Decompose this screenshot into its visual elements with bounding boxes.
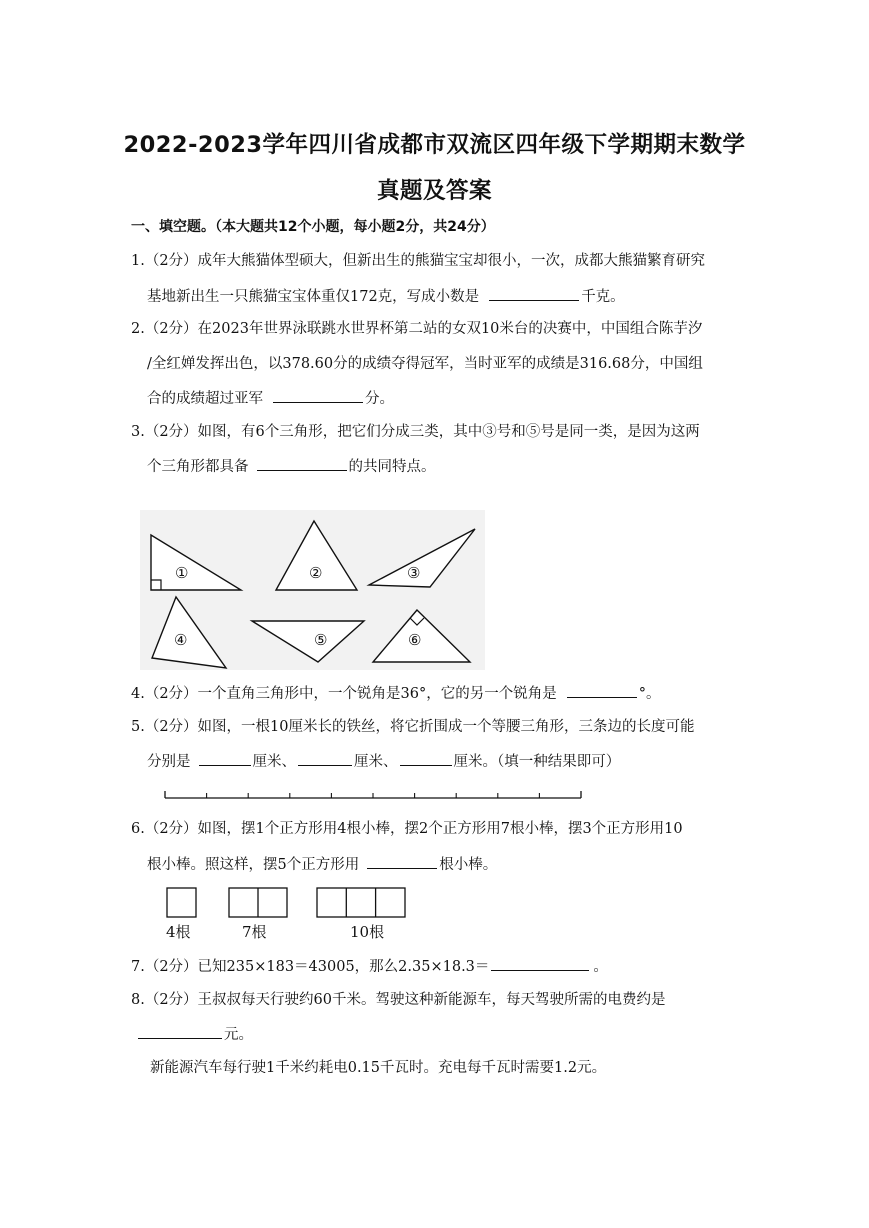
q2-line1: 2.（2分）在2023年世界泳联跳水世界杯第二站的女双10米台的决赛中，中国组合陈芋汐 [131, 321, 703, 337]
q5-unit-1: 厘米、 [252, 754, 296, 770]
q5-line2 [147, 750, 620, 773]
q7-text: 7.（2分）已知235×183＝43005，那么2.35×18.3＝ [131, 959, 490, 975]
q5-line2-text: 分别是 [147, 754, 191, 770]
triangle-label-6: ⑥ [408, 631, 422, 649]
caption-10-sticks: 10根 [350, 923, 385, 941]
triangle-label-4: ④ [174, 631, 188, 649]
q8-line2 [138, 1023, 253, 1046]
stick-squares-figure [160, 884, 420, 924]
q6-line2 [147, 853, 497, 876]
q2-answer-blank[interactable] [273, 387, 363, 403]
q1-unit: 千克。 [581, 289, 625, 305]
caption-4-sticks: 4根 [166, 923, 191, 941]
triangles-figure [140, 510, 485, 670]
q5-line1: 5.（2分）如图，一根10厘米长的铁丝，将它折围成一个等腰三角形，三条边的长度可能 [131, 719, 695, 735]
q6-line2-text: 根小棒。照这样，摆5个正方形用 [147, 857, 360, 873]
page-title-line2: 真题及答案 [376, 178, 492, 204]
q3-line2 [147, 455, 436, 478]
triangle-label-2: ② [309, 564, 323, 582]
square-group-1 [167, 888, 196, 917]
q3-line2-end: 的共同特点。 [348, 459, 436, 475]
q1-line1: 1.（2分）成年大熊猫体型硕大，但新出生的熊猫宝宝却很小，一次，成都大熊猫繁育研究 [131, 253, 706, 269]
wire-ruler-figure [160, 788, 590, 802]
q3-line2-text: 个三角形都具备 [147, 459, 249, 475]
q5-answer-blank-1[interactable] [199, 750, 251, 766]
triangle-label-3: ③ [407, 564, 421, 582]
q3-line1: 3.（2分）如图，有6个三角形，把它们分成三类，其中③号和⑤号是同一类，是因为这两 [131, 424, 700, 440]
q7-end: 。 [593, 959, 608, 975]
q4-unit: °。 [638, 686, 661, 702]
q1-answer-blank[interactable] [489, 285, 579, 301]
q5-answer-blank-3[interactable] [400, 750, 452, 766]
q4-text: 4.（2分）一个直角三角形中，一个锐角是36°，它的另一个锐角是 [131, 686, 557, 702]
triangle-label-5: ⑤ [314, 631, 328, 649]
q6-unit: 根小棒。 [439, 857, 498, 873]
q4-line1 [131, 682, 661, 705]
q7-answer-blank[interactable] [491, 955, 589, 971]
q7-line1 [131, 955, 608, 978]
q2-line2: /全红婵发挥出色，以378.60分的成绩夺得冠军，当时亚军的成绩是316.68分，中国组 [147, 356, 703, 372]
q2-line3-text: 合的成绩超过亚军 [147, 391, 263, 407]
q5-unit-2: 厘米、 [354, 754, 398, 770]
q6-line1: 6.（2分）如图，摆1个正方形用4根小棒，摆2个正方形用7根小棒，摆3个正方形用10 [131, 821, 683, 837]
q8-unit: 元。 [224, 1027, 253, 1043]
section-heading: 一、填空题。（本大题共12个小题，每小题2分，共24分） [131, 219, 495, 235]
q5-answer-blank-2[interactable] [298, 750, 352, 766]
q3-answer-blank[interactable] [257, 455, 347, 471]
q4-answer-blank[interactable] [567, 682, 637, 698]
caption-7-sticks: 7根 [242, 923, 267, 941]
q1-line2 [147, 285, 625, 308]
q1-line2-text: 基地新出生一只熊猫宝宝体重仅172克，写成小数是 [147, 289, 480, 305]
q2-line3 [147, 387, 394, 410]
square-group-3 [317, 888, 405, 917]
q2-unit: 分。 [365, 391, 394, 407]
page-title-line1: 2022-2023学年四川省成都市双流区四年级下学期期末数学 [123, 132, 746, 158]
q6-answer-blank[interactable] [367, 853, 437, 869]
q8-line1: 8.（2分）王叔叔每天行驶约60千米。驾驶这种新能源车，每天驾驶所需的电费约是 [131, 992, 666, 1008]
q5-unit-3: 厘米。（填一种结果即可） [453, 754, 621, 770]
q8-line3: 新能源汽车每行驶1千米约耗电0.15千瓦时。充电每千瓦时需要1.2元。 [150, 1060, 607, 1076]
triangle-label-1: ① [175, 564, 189, 582]
q8-answer-blank[interactable] [138, 1023, 222, 1039]
